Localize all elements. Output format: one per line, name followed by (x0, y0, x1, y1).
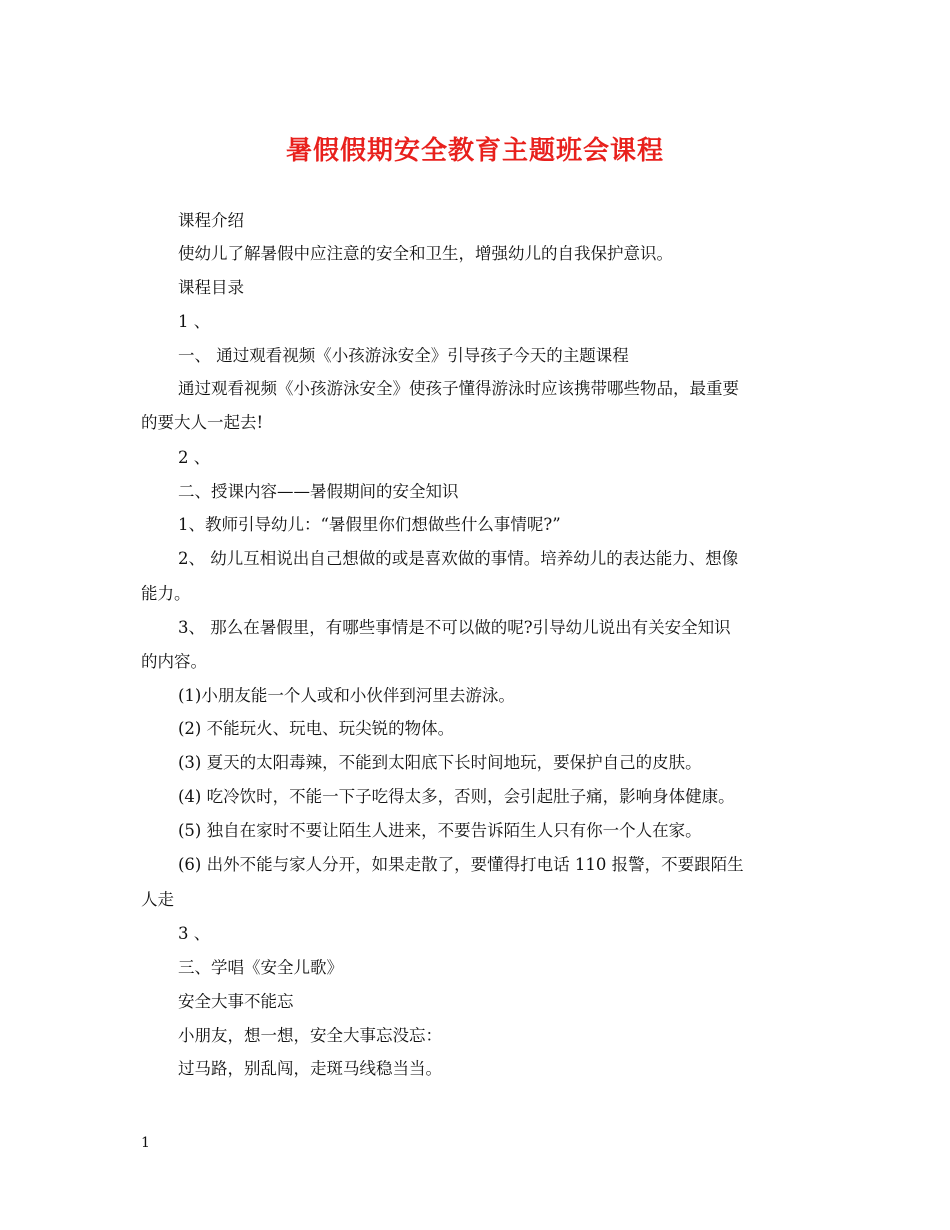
text-line: 3、 那么在暑假里，有哪些事情是不可以做的呢?引导幼儿说出有关安全知识 (178, 618, 731, 637)
text-line: 安全大事不能忘 (178, 992, 294, 1011)
text-line: 过马路，别乱闯，走斑马线稳当当。 (178, 1059, 442, 1078)
text-line: 人走 (141, 890, 174, 909)
text-line: (3) 夏天的太阳毒辣，不能到太阳底下长时间地玩，要保护自己的皮肤。 (178, 753, 702, 772)
text-line: 1 、 (178, 312, 211, 331)
text-line: 2、 幼儿互相说出自己想做的或是喜欢做的事情。培养幼儿的表达能力、想像 (178, 549, 739, 568)
text-line: (4) 吃冷饮时，不能一下子吃得太多，否则，会引起肚子痛，影响身体健康。 (178, 787, 735, 806)
text-line: 二、授课内容——暑假期间的安全知识 (178, 482, 459, 501)
text-line: 课程目录 (178, 278, 244, 297)
text-line: 小朋友，想一想，安全大事忘没忘： (178, 1026, 442, 1045)
text-line: 的要大人一起去! (141, 413, 264, 432)
text-line: 2 、 (178, 448, 211, 467)
document-title: 暑假假期安全教育主题班会课程 (285, 136, 664, 166)
text-line: 能力。 (141, 584, 191, 603)
text-line: 一、 通过观看视频《小孩游泳安全》引导孩子今天的主题课程 (178, 346, 629, 365)
text-line: (2) 不能玩火、玩电、玩尖锐的物体。 (178, 719, 455, 738)
text-line: 1、教师引导幼儿：“暑假里你们想做些什么事情呢?” (178, 515, 561, 534)
text-line: 3 、 (178, 924, 211, 943)
text-line: 使幼儿了解暑假中应注意的安全和卫生，增强幼儿的自我保护意识。 (178, 244, 673, 263)
text-line: (1)小朋友能一个人或和小伙伴到河里去游泳。 (178, 686, 515, 705)
text-line: (5) 独自在家时不要让陌生人进来，不要告诉陌生人只有你一个人在家。 (178, 821, 702, 840)
text-line: 三、学唱《安全儿歌》 (178, 958, 343, 977)
text-line: 的内容。 (141, 652, 207, 671)
text-line: 通过观看视频《小孩游泳安全》使孩子懂得游泳时应该携带哪些物品，最重要 (178, 379, 739, 398)
page-number: 1 (141, 1135, 150, 1151)
text-line: 课程介绍 (178, 211, 244, 230)
text-line: (6) 出外不能与家人分开，如果走散了，要懂得打电话 110 报警，不要跟陌生 (178, 855, 744, 874)
